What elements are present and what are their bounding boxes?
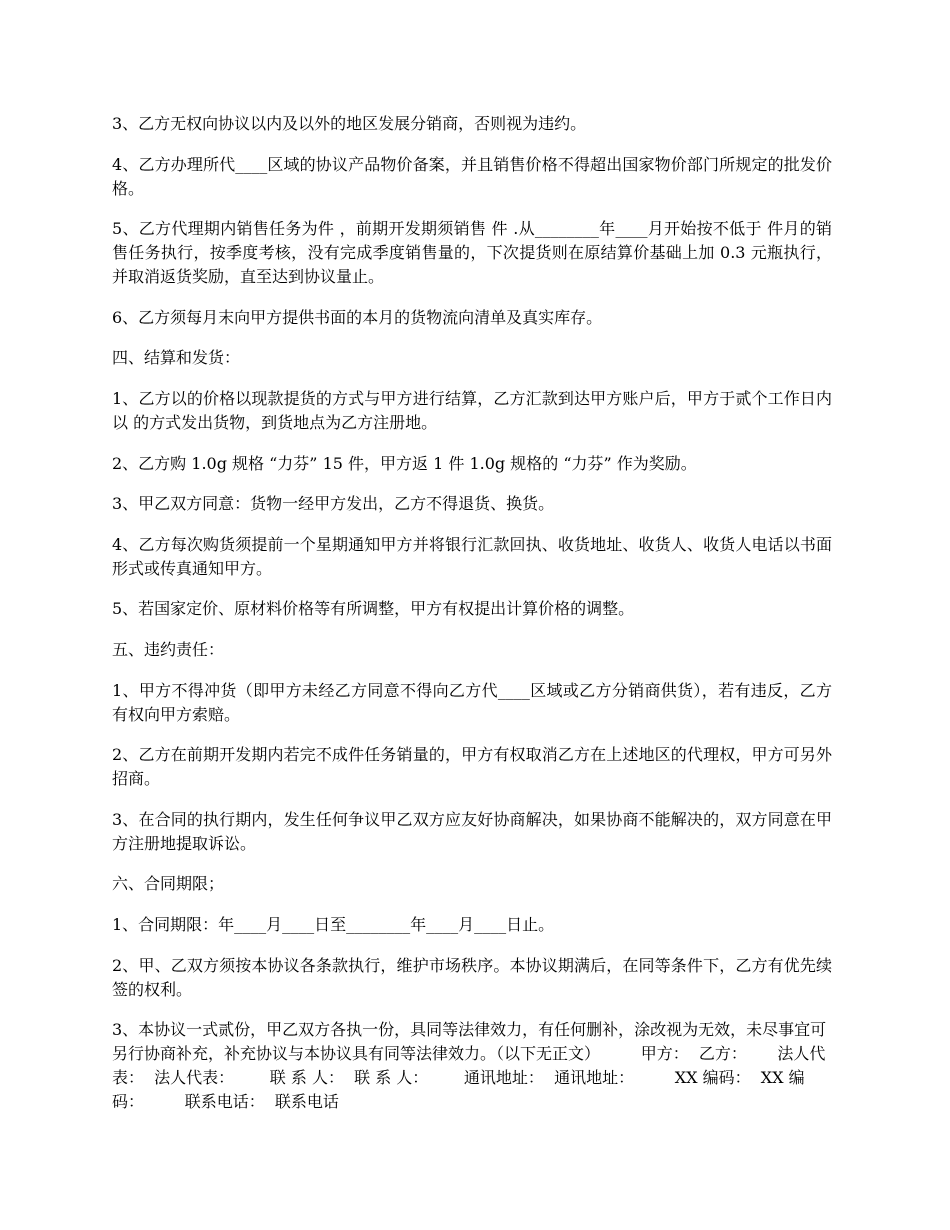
settlement-clause-4: 4、乙方每次购货须提前一个星期通知甲方并将银行汇款回执、收货地址、收货人、收货人电话以书面形式或传真通知甲方。 [112,534,832,578]
settlement-clause-3: 3、甲乙双方同意：货物一经甲方发出，乙方不得退货、换货。 [112,494,555,514]
section-heading-term: 六、合同期限； [112,874,225,894]
liability-clause-1: 1、甲方不得冲货（即甲方未经乙方同意不得向乙方代____区域或乙方分销商供货），若有违反，乙方有权向甲方索赔。 [112,680,832,724]
settlement-clause-2: 2、乙方购 1.0g 规格 “力芬” 15 件，甲方返 1 件 1.0g 规格的 “力芬” 作为奖励。 [112,453,697,473]
section-heading-liability: 五、违约责任： [112,639,225,659]
document-page [112,112,832,1131]
clause-6-monthly-report: 6、乙方须每月末向甲方提供书面的本月的货物流向清单及真实库存。 [112,307,603,327]
term-clause-2: 2、甲、乙双方须按本协议各条款执行，维护市场秩序。本协议期满后，在同等条件下，乙方有优先续签的权利。 [112,955,832,999]
clause-4-price-filing: 4、乙方办理所代____区域的协议产品物价备案，并且销售价格不得超出国家物价部门所规定的批发价格。 [112,154,832,198]
clause-3-no-distributors: 3、乙方无权向协议以内及以外的地区发展分销商，否则视为违约。 [112,114,587,133]
clause-5-sales-target: 5、乙方代理期内销售任务为件 ，前期开发期须销售 件 .从________年____月开始按不低于 件月的销售任务执行，按季度考核，没有完成季度销售量的，下次提货则在原结算价基础上加 0.3 元瓶执行，并取消返货奖励，直至达到协议量止。 [112,219,832,287]
term-clause-1: 1、合同期限：年____月____日至________年____月____日止。 [112,914,555,934]
term-clause-3-signatures: 3、本协议一式贰份，甲乙双方各执一份，具同等法律效力，有任何删补，涂改视为无效，未尽事宜可另行协商补充，补充协议与本协议具有同等法律效力。（以下无正文） 甲方： 乙方： 法人代表： 法人代表： 联 系 人： 联 系 人： 通讯地址： 通讯地址： XX 编码： XX 编码： 联系电话： 联系电话 [112,1020,827,1112]
liability-clause-2: 2、乙方在前期开发期内若完不成件任务销量的，甲方有权取消乙方在上述地区的代理权，甲方可另外招商。 [112,745,832,789]
settlement-clause-1: 1、乙方以的价格以现款提货的方式与甲方进行结算，乙方汇款到达甲方账户后，甲方于贰个工作日内以 的方式发出货物，到货地点为乙方注册地。 [112,388,832,432]
settlement-clause-5: 5、若国家定价、原材料价格等有所调整，甲方有权提出计算价格的调整。 [112,599,635,619]
section-heading-settlement: 四、结算和发货： [112,348,241,368]
liability-clause-3: 3、在合同的执行期内，发生任何争议甲乙双方应友好协商解决，如果协商不能解决的，双方同意在甲方注册地提取诉讼。 [112,809,832,853]
